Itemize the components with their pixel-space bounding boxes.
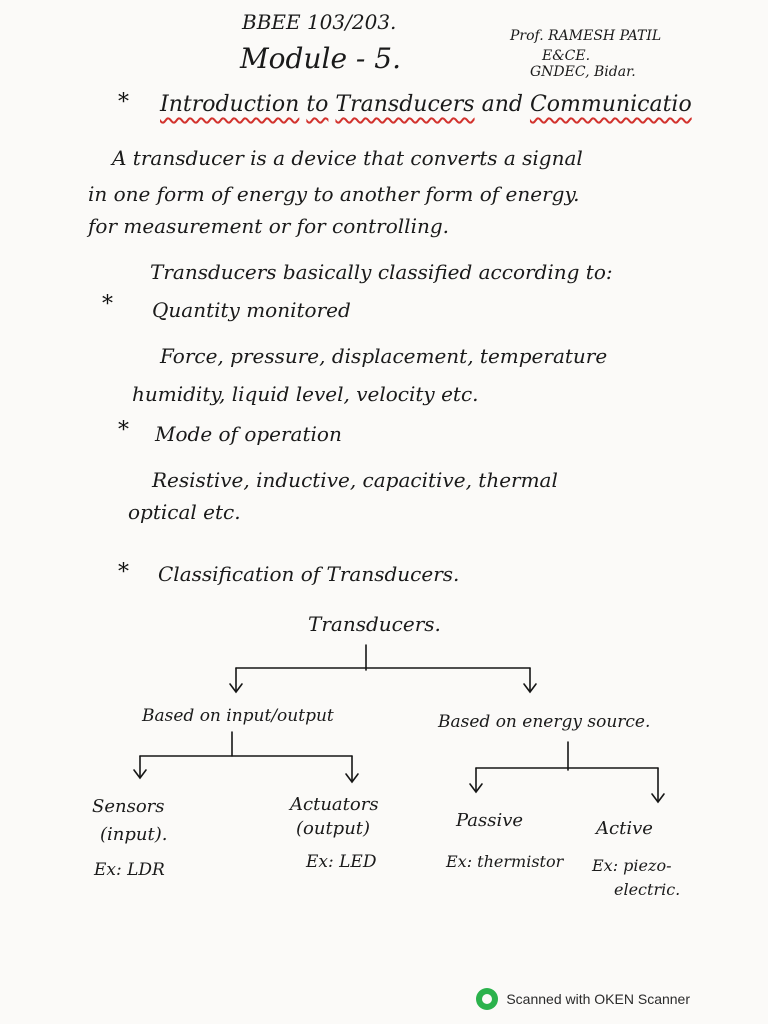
- definition-line-2: in one form of energy to another form of energy.: [88, 182, 580, 206]
- definition-line-3: for measurement or for controlling.: [88, 214, 450, 238]
- course-code: BBEE 103/203.: [242, 10, 397, 34]
- intro-bullet: *: [118, 90, 129, 115]
- intro-title-word5: Communicatio: [529, 92, 692, 117]
- intro-title-word1: Introduction: [160, 92, 300, 117]
- quantity-line-2: humidity, liquid level, velocity etc.: [132, 382, 479, 406]
- tree-bullet: *: [118, 560, 129, 585]
- branch-energy-source: Based on energy source.: [438, 712, 651, 732]
- branch-input-output: Based on input/output: [142, 706, 334, 726]
- mode-line-2: optical etc.: [128, 500, 241, 524]
- leaf-passive-example: Ex: thermistor: [446, 852, 564, 871]
- mode-line-1: Resistive, inductive, capacitive, thermal: [152, 468, 558, 492]
- leaf-actuators-sub: (output): [296, 818, 371, 839]
- tree-heading: Classification of Transducers.: [158, 562, 460, 586]
- author-college: GNDEC, Bidar.: [530, 64, 636, 80]
- intro-title-word4: and: [481, 92, 523, 117]
- definition-line-1: A transducer is a device that converts a signal: [112, 146, 583, 170]
- scanner-watermark: [476, 988, 690, 1010]
- leaf-passive-label: Passive: [456, 810, 524, 831]
- quantity-line-1: Force, pressure, displacement, temperature: [160, 344, 608, 368]
- leaf-sensors-sub: (input).: [100, 824, 168, 845]
- oken-scanner-icon: [476, 988, 498, 1010]
- author-name: Prof. RAMESH PATIL: [510, 28, 662, 44]
- leaf-sensors-label: Sensors: [92, 796, 165, 817]
- scanner-watermark-text: Scanned with OKEN Scanner: [506, 991, 690, 1007]
- quantity-title: Quantity monitored: [152, 298, 351, 322]
- leaf-active-example-line-2: electric.: [614, 880, 681, 899]
- quantity-bullet: *: [102, 292, 113, 317]
- author-dept: E&CE.: [542, 48, 591, 64]
- intro-title-word2: to: [306, 92, 329, 117]
- classification-lead: Transducers basically classified according to:: [150, 260, 613, 284]
- leaf-actuators-example: Ex: LED: [306, 852, 377, 872]
- mode-bullet: *: [118, 418, 129, 443]
- intro-title-word3: Transducers: [335, 92, 475, 117]
- tree-root: Transducers.: [308, 612, 441, 636]
- leaf-sensors-example: Ex: LDR: [94, 860, 165, 880]
- mode-title: Mode of operation: [155, 422, 342, 446]
- leaf-actuators-label: Actuators: [290, 794, 379, 815]
- module-title: Module - 5.: [240, 42, 401, 75]
- leaf-active-label: Active: [596, 818, 653, 839]
- leaf-active-example-line-1: Ex: piezo-: [592, 856, 672, 875]
